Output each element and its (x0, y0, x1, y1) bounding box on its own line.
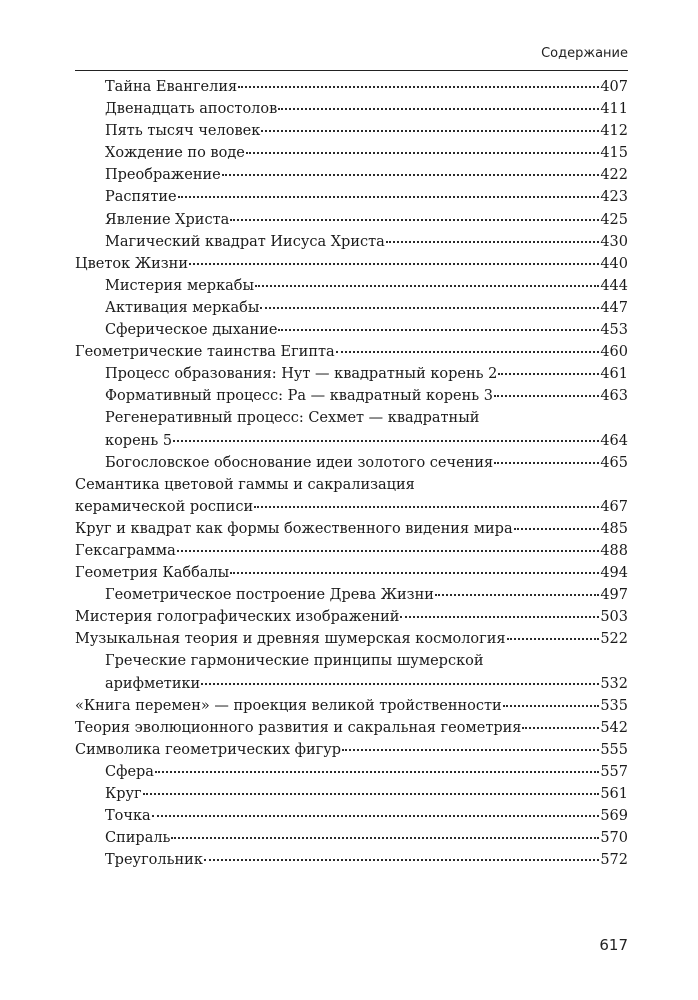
toc-entry-page: 453 (600, 322, 628, 339)
toc-entry-page: 425 (600, 211, 628, 228)
dot-leader (246, 152, 599, 154)
toc-entry-page: 535 (600, 697, 628, 714)
toc-entry-title: Спираль (105, 830, 171, 847)
toc-subentry[interactable] (75, 584, 628, 606)
toc-subentry[interactable] (75, 76, 628, 98)
toc-entry-page: 430 (600, 233, 628, 250)
toc-entry[interactable] (75, 562, 628, 584)
toc-subentry[interactable] (75, 186, 628, 208)
dot-leader (178, 196, 600, 198)
toc-subentry[interactable] (75, 761, 628, 783)
dot-leader (342, 749, 599, 751)
toc-entry-page: 440 (600, 255, 628, 272)
toc-subentry[interactable] (75, 231, 628, 253)
toc-entry-page: 488 (600, 542, 628, 559)
toc-entry-page: 570 (600, 830, 628, 847)
toc-entry-page: 407 (600, 79, 628, 95)
toc-entry-title: Гексаграмма (75, 542, 176, 559)
toc-entry-page: 485 (600, 520, 628, 537)
toc-subentry[interactable] (75, 98, 628, 120)
toc-subentry[interactable] (75, 407, 628, 451)
toc-entry-page: 532 (600, 675, 628, 692)
dot-leader (386, 241, 600, 243)
toc-entry[interactable] (75, 341, 628, 363)
dot-leader (278, 329, 599, 331)
toc-entry-title: Геометрические таинства Египта (75, 344, 335, 361)
toc-entry-page: 557 (600, 763, 628, 780)
toc-entry-page: 569 (600, 808, 628, 825)
dot-leader (514, 528, 600, 530)
dot-leader (255, 285, 599, 287)
toc-entry-title: Точка (105, 808, 151, 825)
dot-leader (230, 572, 599, 574)
toc-entry-page: 423 (600, 189, 628, 206)
toc-entry-title: Регенеративный процесс: Сехмет — квадратный (105, 410, 480, 427)
toc-subentry[interactable] (75, 385, 628, 407)
toc-entry-title: керамической росписи (75, 498, 254, 515)
toc-entry-title: Семантика цветовой гаммы и сакрализация (75, 476, 415, 493)
toc-entry-title: Двенадцать апостолов (105, 101, 278, 118)
toc-entry-page: 461 (600, 366, 628, 383)
dot-leader (336, 351, 600, 353)
dot-leader (498, 373, 599, 375)
toc-entry-page: 561 (600, 786, 628, 802)
dot-leader (435, 594, 599, 596)
toc-entry-page: 494 (600, 565, 628, 582)
toc-entry-page: 542 (600, 719, 628, 736)
page-number: 617 (599, 936, 628, 954)
toc-entry-title: Мистерия меркабы (105, 277, 255, 294)
toc-entry-title: Круг и квадрат как формы божественного видения мира (75, 520, 513, 537)
toc-entry-title: Цветок Жизни (75, 255, 189, 272)
toc-subentry[interactable] (75, 805, 628, 827)
dot-leader (171, 837, 599, 839)
toc-entry-title: Круг (105, 786, 142, 802)
toc-entry[interactable] (75, 739, 628, 761)
toc-subentry[interactable] (75, 164, 628, 186)
toc-entry[interactable] (75, 717, 628, 739)
dot-leader (143, 793, 600, 795)
dot-leader (201, 683, 599, 685)
toc-entry-page: 572 (600, 852, 628, 869)
toc-entry-title: Греческие гармонические принципы шумерской (105, 653, 484, 670)
toc-entry-title: Сфера (105, 763, 154, 780)
dot-leader (503, 705, 600, 707)
dot-leader (260, 307, 599, 309)
running-header (75, 46, 628, 71)
dot-leader (204, 859, 599, 861)
toc-subentry[interactable] (75, 783, 628, 805)
toc-entry-title: Хождение по воде (105, 145, 245, 162)
dot-leader (254, 506, 599, 508)
dot-leader (152, 815, 600, 817)
dot-leader (177, 550, 600, 552)
toc-entry-title: Символика геометрических фигур (75, 741, 342, 758)
toc-entry-title: Процесс образования: Нут — квадратный корень 2 (105, 366, 498, 383)
toc-entry[interactable] (75, 606, 628, 628)
toc-entry-page: 415 (600, 145, 628, 162)
dot-leader (222, 174, 600, 176)
toc-entry-page: 412 (600, 123, 628, 140)
toc-subentry[interactable] (75, 452, 628, 474)
toc-subentry[interactable] (75, 209, 628, 231)
toc-subentry[interactable] (75, 142, 628, 164)
dot-leader (507, 638, 600, 640)
toc-subentry[interactable] (75, 319, 628, 341)
toc-entry-title: Распятие (105, 189, 177, 206)
toc-entry-page: 463 (600, 388, 628, 405)
toc-entry-page: 464 (600, 432, 628, 449)
running-header-title: Содержание (541, 46, 628, 61)
toc-subentry[interactable] (75, 275, 628, 297)
toc-subentry[interactable] (75, 650, 628, 694)
dot-leader (189, 263, 599, 265)
toc-entry-page: 522 (600, 631, 628, 648)
toc-entry-title: Преображение (105, 167, 221, 184)
toc-subentry[interactable] (75, 363, 628, 385)
toc-entry-page: 411 (600, 101, 628, 118)
toc-entry-title: Мистерия голографических изображений (75, 609, 400, 626)
toc-entry-title: Треугольник (105, 852, 203, 869)
table-of-contents (75, 76, 628, 871)
toc-subentry[interactable] (75, 120, 628, 142)
toc-entry-page: 555 (600, 741, 628, 758)
toc-entry-page: 465 (600, 454, 628, 471)
toc-entry-title: Музыкальная теория и древняя шумерская космология (75, 631, 506, 648)
dot-leader (400, 616, 599, 618)
toc-entry[interactable] (75, 540, 628, 562)
toc-entry-title: арифметики (105, 675, 201, 692)
toc-entry[interactable] (75, 474, 628, 518)
dot-leader (278, 108, 599, 110)
toc-subentry[interactable] (75, 849, 628, 871)
toc-entry[interactable] (75, 253, 628, 275)
toc-entry-page: 447 (600, 299, 628, 316)
dot-leader (522, 727, 599, 729)
toc-entry-page: 503 (600, 609, 628, 626)
dot-leader (230, 219, 599, 221)
toc-entry-page: 422 (600, 167, 628, 184)
toc-entry-title: Тайна Евангелия (105, 79, 238, 95)
toc-entry-title: Магический квадрат Иисуса Христа (105, 233, 385, 250)
toc-entry[interactable] (75, 628, 628, 650)
toc-entry-title: Пять тысяч человек (105, 123, 261, 140)
toc-entry-title: Явление Христа (105, 211, 230, 228)
toc-entry-title: Теория эволюционного развития и сакральная геометрия (75, 719, 522, 736)
dot-leader (261, 130, 599, 132)
toc-entry-title: Активация меркабы (105, 299, 260, 316)
dot-leader (155, 771, 599, 773)
toc-subentry[interactable] (75, 827, 628, 849)
toc-entry-page: 444 (600, 277, 628, 294)
toc-entry-title: корень 5 (105, 432, 173, 449)
toc-entry-title: Сферическое дыхание (105, 322, 278, 339)
toc-entry[interactable] (75, 518, 628, 540)
dot-leader (238, 86, 599, 88)
toc-entry-title: Формативный процесс: Ра — квадратный корень 3 (105, 388, 494, 405)
toc-entry-page: 460 (600, 344, 628, 361)
toc-entry-title: Богословское обоснование идеи золотого сечения (105, 454, 494, 471)
toc-entry-title: Геометрия Каббалы (75, 565, 230, 582)
toc-entry-page: 497 (600, 587, 628, 604)
toc-entry-title: Геометрическое построение Древа Жизни (105, 587, 434, 604)
dot-leader (494, 395, 599, 397)
dot-leader (173, 440, 599, 442)
toc-entry-page: 467 (600, 498, 628, 515)
toc-subentry[interactable] (75, 297, 628, 319)
toc-entry[interactable] (75, 695, 628, 717)
toc-entry-title: «Книга перемен» — проекция великой тройственности (75, 697, 502, 714)
dot-leader (494, 462, 599, 464)
